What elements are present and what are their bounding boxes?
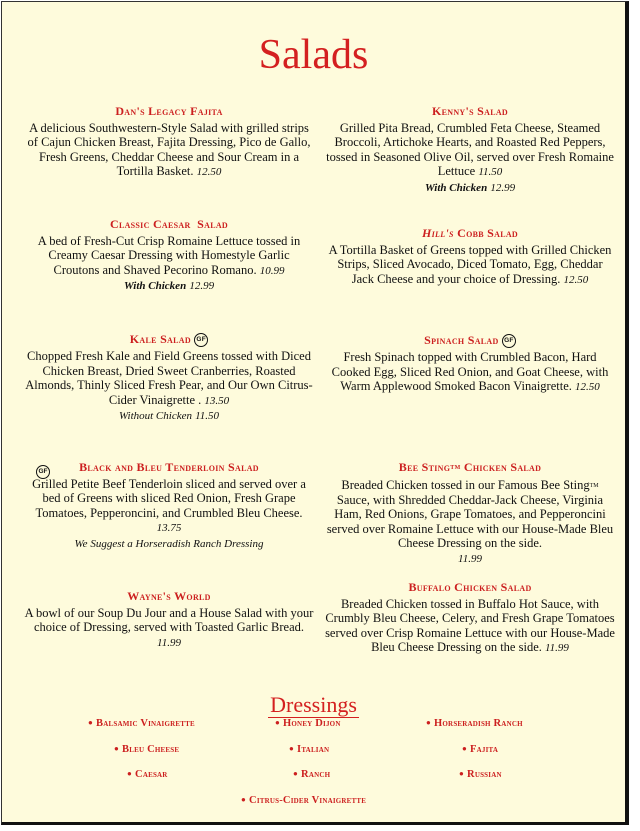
gluten-free-icon: GF (502, 334, 516, 348)
item-name: Classic Caesar Salad (110, 217, 228, 231)
item-description: Breaded Chicken tossed in our Famous Bee StingTM Sauce, with Shredded Cheddar-Jack Cheese, Virginia Ham, Red Onions, Grape Tomatoes, and Pepperoncini served over Romaine Lettuce with our House-Made Bleu Cheese Dressing on the side. (326, 477, 614, 551)
item-addon: Without Chicken 11.50 (118, 410, 220, 423)
item-name: Black and Bleu Tenderloin Salad (79, 460, 259, 474)
gluten-free-icon: GF (36, 465, 50, 479)
dressing-item: ● Ranch (293, 769, 330, 780)
item-price: 12.50 (575, 381, 600, 394)
item-description: Grilled Petite Beef Tenderloin sliced and served over a bed of Greens with sliced Red Onion, Fresh Grape Tomatoes, Pepperoncini, and Crumbled Bleu Cheese. (32, 476, 306, 520)
gluten-free-icon: GF (194, 333, 208, 347)
menu-item-kennys-salad (325, 104, 615, 195)
menu-item-black-bleu-tenderloin (24, 460, 314, 551)
menu-item-waynes-world (24, 589, 314, 650)
dressing-item: ● Citrus-Cider Vinaigrette (241, 795, 366, 806)
item-description: Fresh Spinach topped with Crumbled Bacon, Hard Cooked Egg, Sliced Red Onion, and Goat Cheese, with Warm Applewood Smoked Bacon Vinaigrette. 12.50 (331, 350, 609, 394)
item-name: Kenny's Salad (431, 104, 509, 118)
item-note: We Suggest a Horseradish Ranch Dressing (74, 537, 264, 550)
item-name: Buffalo Chicken Salad (408, 580, 532, 594)
dressing-item: ● Fajita (462, 744, 498, 755)
item-name: Bee StingTM Chicken Salad (398, 460, 542, 474)
dressing-item: ● Caesar (127, 769, 168, 780)
item-description: A bed of Fresh-Cut Crisp Romaine Lettuce tossed in Creamy Caesar Dressing with Homestyle Garlic Croutons and Shaved Pecorino Romano. 10.99 (37, 233, 301, 277)
menu-item-buffalo-chicken (325, 580, 615, 656)
item-name: Hill's Cobb Salad (421, 226, 519, 240)
item-price: 12.50 (563, 273, 589, 286)
dressing-item: ● Horseradish Ranch (426, 718, 523, 729)
item-addon: With Chicken 12.99 (123, 280, 215, 292)
dressings-title: Dressings (270, 692, 357, 717)
item-price: 11.50 (478, 166, 503, 178)
dressing-item: ● Italian (289, 744, 329, 755)
item-description: Chopped Fresh Kale and Field Greens tossed with Diced Chicken Breast, Dried Sweet Cranberries, Roasted Almonds, Thinly Sliced Fresh Pear, and Our Own Citrus-Cider Vinaigrette . 13.50 (25, 349, 313, 407)
item-price: 12.50 (196, 166, 222, 178)
dressing-item: ● Honey Dijon (275, 718, 341, 729)
item-price: 10.99 (259, 264, 285, 277)
item-description: A bowl of our Soup Du Jour and a House Salad with your choice of Dressing, served with Toasted Garlic Bread. 11.99 (24, 605, 314, 649)
item-price: 11.99 (157, 636, 181, 649)
menu-item-spinach-salad (325, 333, 615, 395)
menu-page (1, 1, 629, 825)
item-addon: With Chicken 12.99 (424, 181, 516, 194)
item-description: A delicious Southwestern-Style Salad with grilled strips of Cajun Chicken Breast, Fajita Dressing, Pico de Gallo, Fresh Greens, Cheddar Cheese and Sour Cream in a Tortilla Basket. 12.50 (27, 120, 311, 178)
dressing-item: ● Bleu Cheese (114, 744, 179, 755)
item-description: A Tortilla Basket of Greens topped with Grilled Chicken Strips, Sliced Avocado, Diced Tomato, Egg, Cheddar Jack Cheese and your choice of Dressing. 12.50 (328, 242, 612, 286)
item-price: 13.50 (204, 394, 230, 407)
item-name: Dan's Legacy Fajita (115, 104, 223, 118)
item-price: 11.99 (458, 552, 482, 565)
menu-item-bee-sting-chicken (325, 460, 615, 566)
menu-item-hills-cobb (325, 226, 615, 287)
menu-item-classic-caesar (24, 217, 314, 294)
menu-item-kale-salad (24, 332, 314, 424)
item-price: 13.75 (156, 522, 182, 534)
page-title: Salads (258, 32, 369, 78)
dressing-item: ● Russian (459, 769, 502, 780)
menu-item-dans-legacy-fajita (24, 104, 314, 180)
item-description: Grilled Pita Bread, Crumbled Feta Cheese, Steamed Broccoli, Artichoke Hearts, and Roasted Red Peppers, tossed in Seasoned Olive Oil, served over Fresh Romaine Lettuce 11.50 (326, 120, 614, 178)
item-name: Kale Salad GF (24, 332, 314, 347)
item-price: 11.99 (545, 642, 569, 654)
dressing-item: ● Balsamic Vinaigrette (88, 718, 195, 729)
item-description: Breaded Chicken tossed in Buffalo Hot Sauce, with Crumbly Bleu Cheese, Celery, and Fresh Grape Tomatoes served over Crisp Romaine Lettuce with our House-Made Bleu Cheese Dressing on the side. 11.99 (325, 596, 615, 654)
item-name: Wayne's World (127, 589, 211, 603)
item-name: Spinach Salad GF (325, 333, 615, 348)
